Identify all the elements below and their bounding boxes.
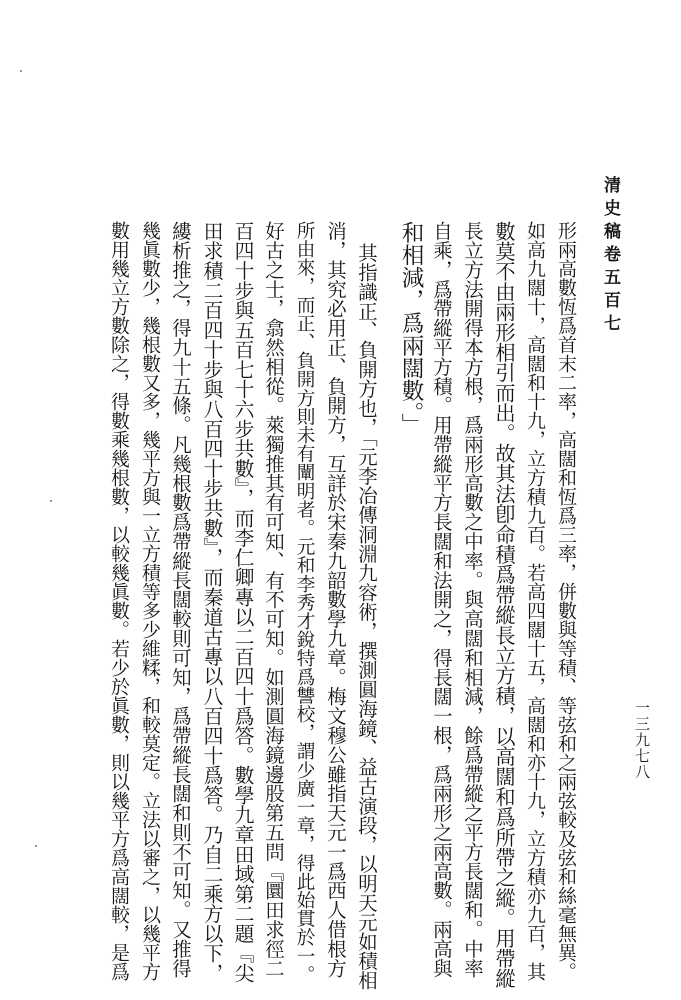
text-column: 長立方法開得本方根，爲兩形高數之中率。與高闊和相減，餘爲帶縱之平方長闊和。中率 bbox=[461, 221, 484, 978]
text-column: 所由來，而正、負開方則未有闡明者。元和李秀才銳特爲讐校，謂少廣一章，得此始貫於一。 bbox=[294, 221, 315, 984]
text-column: 好古之士，翕然相從。萊獨推其有可知、有不可知。如測圓海鏡邊股第五問『圜田求徑二 bbox=[262, 221, 285, 978]
text-column: 和相減，爲兩闊數。」 bbox=[398, 221, 424, 436]
scan-speck bbox=[20, 70, 22, 72]
text-column: 其指識正、負開方也，「元李冶傳洞淵九容術，撰測圓海鏡、益古演段，以明天元如積相 bbox=[355, 243, 378, 990]
scan-speck bbox=[50, 500, 52, 502]
text-column: 田求積二百四十步與八百四十步共數』，而秦道古專以八百四十爲答。乃自二乘方以下， bbox=[200, 221, 223, 983]
text-column: 百四十步與五百七十六步共數』，而李仁卿專以二百四十爲答。數學九章田域第二題『尖 bbox=[231, 221, 254, 983]
text-column: 數用幾立方數除之，得數乘幾根數，以較幾眞數。若少於眞數，則以幾平方爲高闊較，是爲 bbox=[108, 221, 130, 981]
page-number: 一三九七八 bbox=[633, 700, 651, 780]
text-column: 形兩高數恆爲首末二率，高闊和恆爲三率，併數與等積、等弦和之兩弦較及弦和絲毫無異。 bbox=[555, 221, 577, 981]
text-column: 幾眞數少，幾根數又多，幾平方與一立方積等多少維糅，和較莫定。立法以審之，以幾平方 bbox=[139, 221, 161, 981]
text-column: 如高九闊十，高闊和十九，立方積九百。若高四闊十五，高闊和亦十九，立方積亦九百，其 bbox=[524, 221, 546, 981]
text-column: 自乘，爲帶縱平方積。用帶縱平方長闊和法開之，得長闊一根，爲兩形之兩高數。兩高與 bbox=[430, 221, 453, 978]
text-column: 消，其究必用正、負開方，互詳於宋秦九韶數學九章。梅文穆公雖指天元一爲西人借根方 bbox=[324, 221, 347, 978]
text-column: 數莫不由兩形相引而出。故其法卽命積爲帶縱長立方積，以高闊和爲所帶之縱。用帶縱 bbox=[492, 221, 516, 989]
text-column: 縷析推之，得九十五條。凡幾根數爲帶縱長闊較則可知，爲帶縱長闊和則不可知。又推得 bbox=[169, 221, 192, 978]
running-header: 清史稿卷五百七 bbox=[600, 176, 620, 337]
scan-speck bbox=[35, 845, 37, 847]
